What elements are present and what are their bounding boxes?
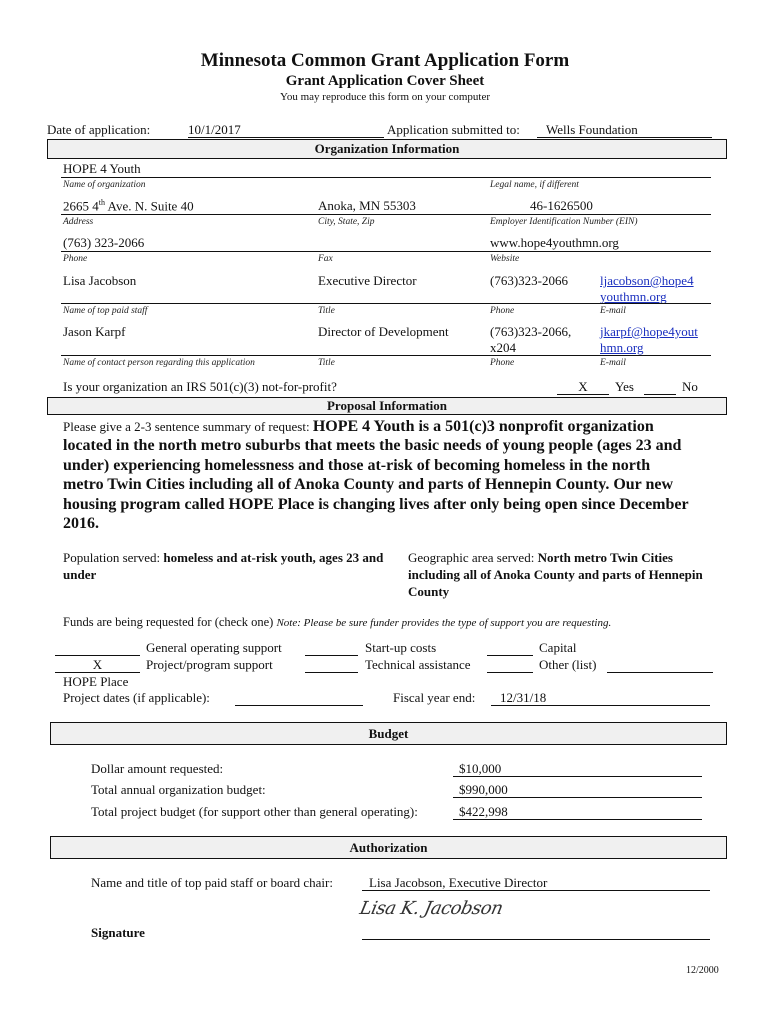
contact-title-label: Title: [318, 358, 335, 368]
startup-check[interactable]: [305, 640, 358, 656]
org-name-line: [61, 177, 711, 178]
project-dates-label: Project dates (if applicable):: [63, 690, 210, 705]
amount-requested-field[interactable]: [453, 761, 702, 777]
legal-name-label: Legal name, if different: [490, 180, 579, 190]
project-program-mark: X: [92, 657, 103, 672]
website-label: Website: [490, 254, 520, 264]
summary-text-line2: located in the north metro suburbs that meets the basic needs of young people (ages 23 and: [63, 437, 682, 454]
fiscal-year-value: 12/31/18: [500, 690, 547, 705]
signature-line[interactable]: [362, 939, 710, 940]
summary-text-line1: HOPE 4 Youth is a 501(c)3 nonprofit organization: [312, 418, 654, 435]
staff-phone-value[interactable]: (763)323-2066: [490, 273, 568, 288]
city-label: City, State, Zip: [318, 217, 375, 227]
project-budget-value: $422,998: [459, 804, 508, 819]
submitted-field[interactable]: [537, 122, 712, 138]
geo-label: Geographic area served:: [408, 550, 538, 565]
date-label: Date of application:: [47, 122, 151, 137]
phone-line: [61, 251, 711, 252]
summary-first-line[interactable]: [63, 417, 654, 437]
project-budget-label: Total project budget (for support other than general operating):: [91, 804, 418, 819]
technical-check[interactable]: [305, 657, 358, 673]
irs-question: Is your organization an IRS 501(c)(3) not-for-profit?: [63, 379, 337, 394]
population-value: homeless and at-risk youth, ages 23 and under: [63, 550, 384, 582]
contact-email-line2: hmn.org: [600, 340, 644, 355]
project-dates-field[interactable]: [235, 690, 363, 706]
budget-section-header: Budget: [50, 722, 727, 745]
address-number: 2665 4: [63, 198, 99, 214]
funds-note: Note: Please be sure funder provides the type of support you are requesting.: [276, 617, 612, 629]
fiscal-year-label: Fiscal year end:: [393, 690, 476, 705]
contact-line: [61, 355, 711, 356]
summary-text-line4: metro Twin Cities including all of Anoka County and parts of Hennepin County. Our new: [63, 476, 674, 493]
irs-yes-label: Yes: [615, 379, 634, 394]
address-label: Address: [63, 217, 94, 227]
org-name[interactable]: HOPE 4 Youth: [63, 161, 141, 176]
summary-prompt: Please give a 2-3 sentence summary of request:: [63, 419, 313, 434]
staff-line: [61, 303, 711, 304]
contact-phone-value[interactable]: [490, 324, 571, 356]
city-value[interactable]: Anoka, MN 55303: [318, 198, 416, 213]
org-name-label: Name of organization: [63, 180, 146, 190]
auth-name-value: Lisa Jacobson, Executive Director: [369, 875, 548, 890]
staff-email-line1: ljacobson@hope4: [600, 273, 694, 288]
project-budget-field[interactable]: [453, 804, 702, 820]
auth-name-label: Name and title of top paid staff or board chair:: [91, 875, 333, 890]
phone-label: Phone: [63, 254, 88, 264]
org-section-header: Organization Information: [47, 139, 727, 159]
authorization-section-header: Authorization: [50, 836, 727, 859]
general-operating-label: General operating support: [146, 640, 282, 655]
website-value[interactable]: www.hope4youthmn.org: [490, 235, 619, 250]
population-served[interactable]: [63, 549, 393, 583]
contact-name-value[interactable]: Jason Karpf: [63, 324, 126, 339]
address-line: [61, 214, 711, 215]
signature-handwriting: Lisa K. Jacobson: [357, 898, 505, 919]
staff-email-link[interactable]: [600, 273, 694, 305]
staff-email-line2: youthmn.org: [600, 289, 667, 304]
general-operating-check[interactable]: [55, 640, 140, 656]
other-check[interactable]: [487, 657, 533, 673]
contact-phone-line1: (763)323-2066,: [490, 324, 572, 339]
signature-image: [358, 898, 505, 919]
technical-label: Technical assistance: [365, 657, 471, 672]
submitted-value: Wells Foundation: [546, 122, 638, 137]
staff-phone-label: Phone: [490, 306, 515, 316]
project-program-label: Project/program support: [146, 657, 273, 672]
funds-label: Funds are being requested for (check one): [63, 615, 277, 629]
org-budget-label: Total annual organization budget:: [91, 782, 266, 797]
staff-title-value[interactable]: Executive Director: [318, 273, 417, 288]
capital-check[interactable]: [487, 640, 533, 656]
contact-title-value[interactable]: Director of Development: [318, 324, 449, 339]
staff-label: Name of top paid staff: [63, 306, 148, 316]
irs-yes-mark: X: [578, 379, 588, 394]
irs-no-label: No: [682, 379, 698, 394]
org-budget-field[interactable]: [453, 782, 702, 798]
form-version: 12/2000: [686, 965, 719, 976]
contact-label: Name of contact person regarding this application: [63, 358, 255, 368]
geo-value: North metro Twin Cities including all of Anoka County and parts of Hennepin County: [408, 550, 703, 599]
date-value: 10/1/2017: [188, 122, 241, 137]
startup-label: Start-up costs: [365, 640, 437, 655]
address-value[interactable]: [63, 198, 194, 214]
address-street: Ave. N. Suite 40: [104, 198, 194, 214]
project-name[interactable]: HOPE Place: [63, 674, 129, 689]
summary-text-line5: housing program called HOPE Place is changing lives after only being open since December: [63, 495, 689, 513]
irs-yes-field[interactable]: [557, 379, 609, 395]
other-list-field[interactable]: [607, 657, 713, 673]
contact-email-label: E-mail: [600, 358, 626, 368]
amount-requested-label: Dollar amount requested:: [91, 761, 224, 776]
contact-email-link[interactable]: [600, 324, 698, 356]
ein-value[interactable]: 46-1626500: [530, 198, 593, 213]
phone-value[interactable]: (763) 323-2066: [63, 235, 145, 250]
date-field[interactable]: [188, 122, 384, 138]
population-label: Population served:: [63, 550, 164, 565]
contact-phone-label: Phone: [490, 358, 515, 368]
staff-name-value[interactable]: Lisa Jacobson: [63, 273, 137, 288]
ein-label: Employer Identification Number (EIN): [490, 217, 638, 227]
form-title: Minnesota Common Grant Application Form: [200, 50, 570, 71]
funds-line: [63, 615, 611, 630]
summary-text-line3: under) experiencing homelessness and those at-risk of becoming homeless in the north: [63, 456, 651, 474]
summary-text-line6: 2016.: [63, 515, 99, 532]
fax-label: Fax: [318, 254, 333, 264]
contact-email-line1: jkarpf@hope4yout: [600, 324, 698, 339]
address-suffix: th: [98, 198, 105, 207]
reproduce-note: You may reproduce this form on your computer: [280, 91, 490, 103]
contact-phone-line2: x204: [490, 340, 516, 355]
proposal-section-header: Proposal Information: [47, 397, 727, 415]
other-label: Other (list): [539, 657, 597, 672]
irs-no-field[interactable]: [644, 379, 676, 395]
submitted-label: Application submitted to:: [387, 122, 520, 137]
staff-email-label: E-mail: [600, 306, 626, 316]
geographic-area[interactable]: [408, 549, 708, 600]
amount-requested-value: $10,000: [459, 761, 502, 776]
form-subtitle: Grant Application Cover Sheet: [285, 73, 485, 89]
signature-label: Signature: [91, 925, 145, 940]
staff-title-label: Title: [318, 306, 335, 316]
auth-name-field[interactable]: [362, 875, 710, 891]
project-program-check[interactable]: [55, 657, 140, 673]
capital-label: Capital: [539, 640, 577, 655]
fiscal-year-field[interactable]: [491, 690, 710, 706]
org-budget-value: $990,000: [459, 782, 508, 797]
